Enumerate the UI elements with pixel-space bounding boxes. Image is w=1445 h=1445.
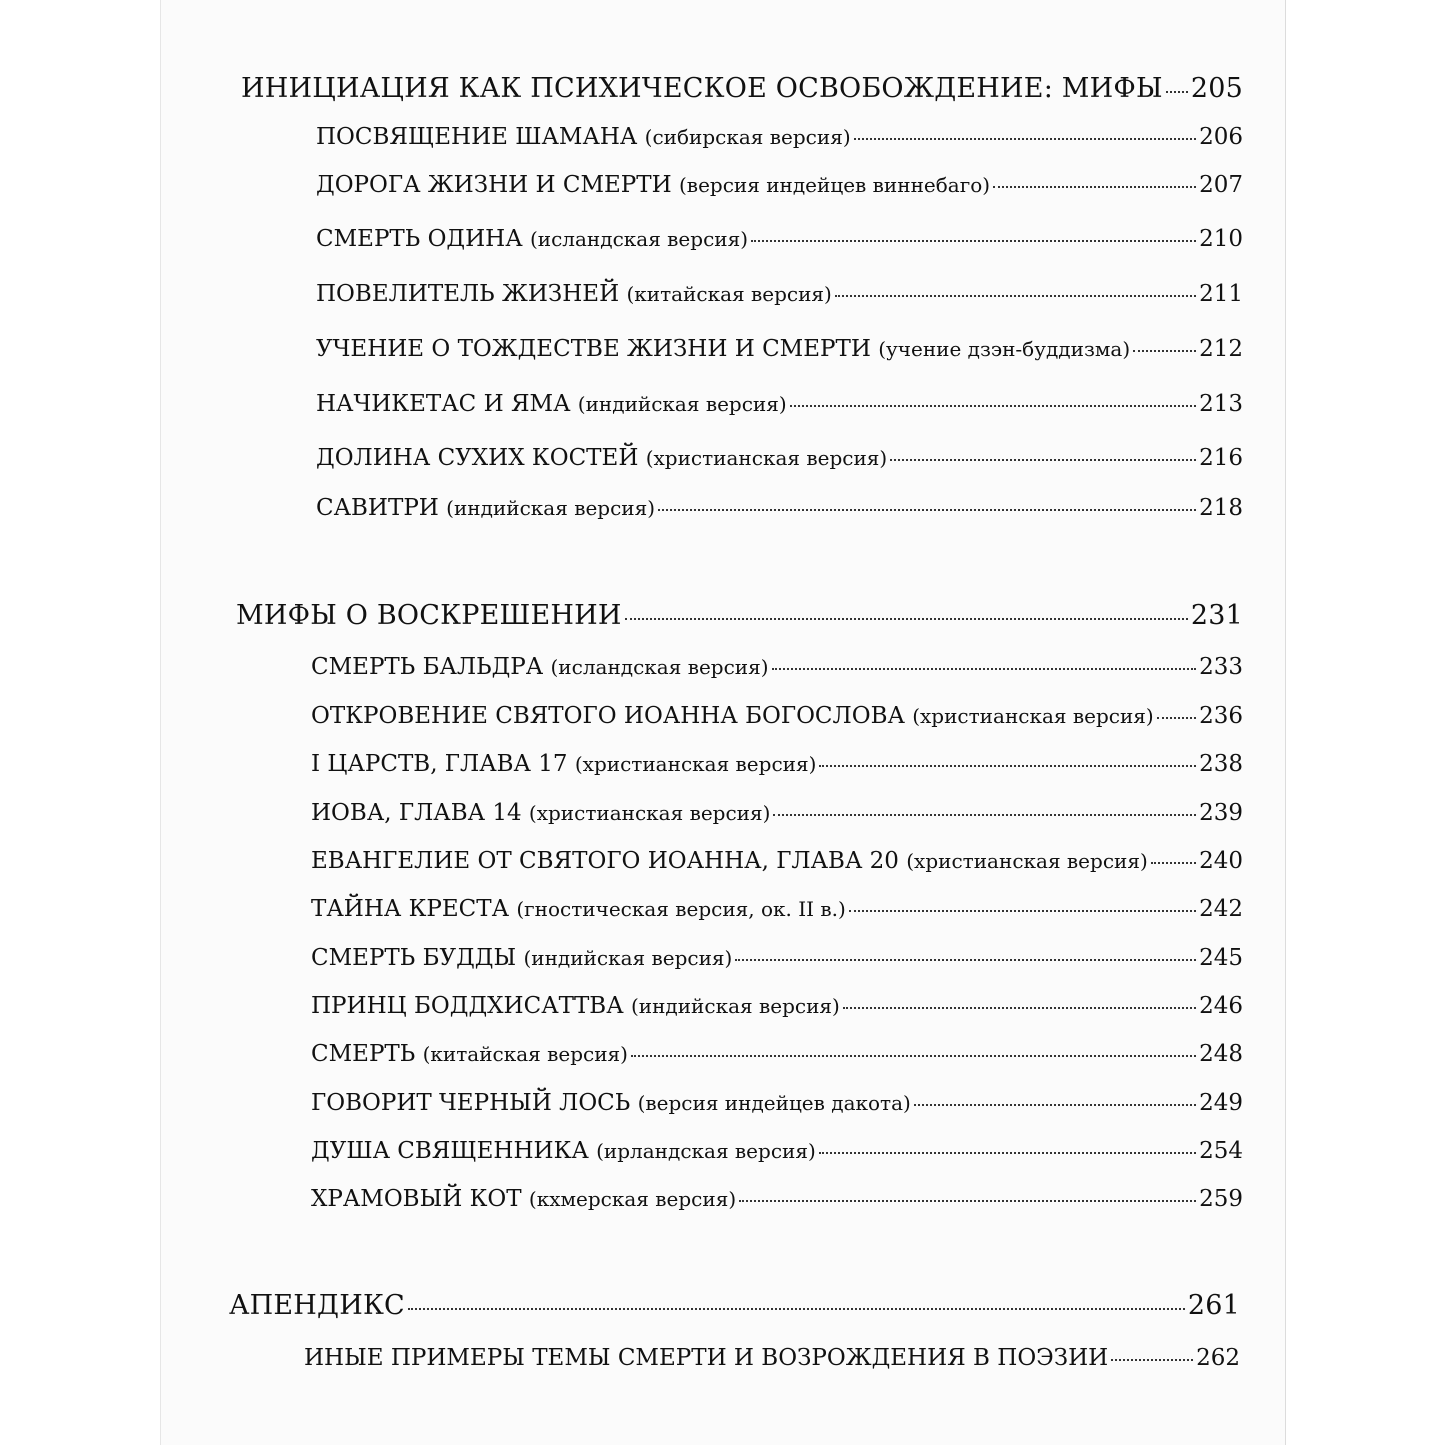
entry-title: ДОЛИНА СУХИХ КОСТЕЙ — [316, 445, 639, 471]
toc-section — [229, 1290, 1240, 1321]
entry-subtitle: (исландская версия) — [529, 227, 749, 251]
entry-title: ПОСВЯЩЕНИЕ ШАМАНА — [316, 124, 638, 150]
entry-title: ЕВАНГЕЛИЕ ОТ СВЯТОГО ИОАННА, ГЛАВА 20 — [311, 848, 899, 874]
entry-title: I ЦАРСТВ, ГЛАВА 17 — [311, 751, 568, 777]
toc-entry — [311, 1138, 1243, 1164]
toc-entry — [311, 896, 1243, 922]
entry-title: ПОВЕЛИТЕЛЬ ЖИЗНЕЙ — [316, 281, 620, 307]
dot-leader — [772, 668, 1197, 670]
entry-subtitle: (китайская версия) — [422, 1042, 628, 1066]
dot-leader — [631, 1055, 1196, 1057]
toc-entry — [316, 172, 1243, 198]
entry-page: 259 — [1199, 1186, 1243, 1212]
toc-entry — [311, 993, 1243, 1019]
toc-entry — [311, 1090, 1243, 1116]
dot-leader — [819, 765, 1196, 767]
entry-title: ОТКРОВЕНИЕ СВЯТОГО ИОАННА БОГОСЛОВА — [311, 703, 905, 729]
entry-subtitle: (исландская версия) — [550, 655, 769, 679]
toc-entry — [316, 495, 1243, 521]
dot-leader — [1111, 1359, 1193, 1361]
dot-leader — [625, 618, 1188, 620]
dot-leader — [843, 1007, 1196, 1009]
toc-entry — [316, 391, 1243, 417]
dot-leader — [993, 186, 1196, 188]
entry-title: ИОВА, ГЛАВА 14 — [311, 800, 522, 826]
toc-entry — [316, 281, 1243, 307]
entry-subtitle: (индийская версия) — [630, 994, 840, 1018]
dot-leader — [1133, 350, 1196, 352]
entry-subtitle: (гностическая версия, ок. II в.) — [516, 897, 846, 921]
entry-title: УЧЕНИЕ О ТОЖДЕСТВЕ ЖИЗНИ И СМЕРТИ — [316, 336, 871, 362]
entry-page: 211 — [1199, 281, 1243, 307]
entry-subtitle: (версия индейцев дакота) — [637, 1091, 911, 1115]
dot-leader — [773, 814, 1196, 816]
toc-entry — [316, 124, 1243, 150]
entry-subtitle: (ирландская версия) — [596, 1139, 816, 1163]
entry-page: 216 — [1199, 445, 1243, 471]
entry-page: 254 — [1199, 1138, 1243, 1164]
entry-page: 262 — [1196, 1345, 1240, 1371]
entry-subtitle: (христианская версия) — [645, 446, 888, 470]
section-page: 261 — [1187, 1290, 1240, 1321]
section-page: 231 — [1190, 600, 1243, 631]
toc-entry — [311, 703, 1243, 729]
entry-title: СМЕРТЬ — [311, 1041, 416, 1067]
entry-title: ПРИНЦ БОДДХИСАТТВА — [311, 993, 624, 1019]
entry-subtitle: (китайская версия) — [626, 282, 832, 306]
entry-page: 210 — [1199, 226, 1243, 252]
entry-subtitle: (учение дзэн-буддизма) — [878, 337, 1131, 361]
dot-leader — [890, 459, 1196, 461]
entry-title: СМЕРТЬ БУДДЫ — [311, 945, 517, 971]
toc-entry — [311, 751, 1243, 777]
entry-subtitle: (христианская версия) — [906, 849, 1148, 873]
entry-page: 207 — [1199, 172, 1243, 198]
dot-leader — [849, 910, 1196, 912]
entry-page: 246 — [1199, 993, 1243, 1019]
toc-entry — [311, 848, 1243, 874]
entry-page: 213 — [1199, 391, 1243, 417]
dot-leader — [751, 240, 1196, 242]
toc-entry — [316, 445, 1243, 471]
dot-leader — [854, 138, 1196, 140]
entry-subtitle: (индийская версия) — [446, 496, 656, 520]
entry-page: 242 — [1199, 896, 1243, 922]
entry-subtitle: (христианская версия) — [528, 801, 771, 825]
entry-page: 212 — [1199, 336, 1243, 362]
dot-leader — [819, 1152, 1196, 1154]
entry-page: 233 — [1199, 654, 1243, 680]
entry-title: СМЕРТЬ ОДИНА — [316, 226, 523, 252]
section-title: МИФЫ О ВОСКРЕШЕНИИ — [236, 600, 622, 631]
entry-page: 245 — [1199, 945, 1243, 971]
dot-leader — [735, 959, 1196, 961]
toc-section — [236, 600, 1243, 631]
section-title: ИНИЦИАЦИЯ КАК ПСИХИЧЕСКОЕ ОСВОБОЖДЕНИЕ: МИФЫ — [241, 73, 1163, 104]
toc-entry — [316, 336, 1243, 362]
entry-subtitle: (христианская версия) — [912, 704, 1154, 728]
toc-entry — [311, 1041, 1243, 1067]
entry-subtitle: (сибирская версия) — [644, 125, 851, 149]
entry-page: 248 — [1199, 1041, 1243, 1067]
entry-title: НАЧИКЕТАС И ЯМА — [316, 391, 571, 417]
entry-page: 206 — [1199, 124, 1243, 150]
dot-leader — [835, 295, 1196, 297]
section-page: 205 — [1190, 73, 1243, 104]
entry-title: СМЕРТЬ БАЛЬДРА — [311, 654, 544, 680]
section-title: АПЕНДИКС — [229, 1290, 405, 1321]
entry-page: 218 — [1199, 495, 1243, 521]
dot-leader — [408, 1308, 1185, 1310]
entry-title: САВИТРИ — [316, 495, 439, 521]
entry-subtitle: (индийская версия) — [577, 392, 787, 416]
dot-leader — [790, 405, 1196, 407]
entry-subtitle: (христианская версия) — [574, 752, 817, 776]
toc-entry — [304, 1345, 1240, 1371]
entry-page: 238 — [1199, 751, 1243, 777]
dot-leader — [1166, 91, 1188, 93]
toc-entry — [311, 800, 1243, 826]
entry-subtitle: (индийская версия) — [523, 946, 733, 970]
toc-entry — [311, 945, 1243, 971]
dot-leader — [1157, 717, 1196, 719]
entry-page: 249 — [1199, 1090, 1243, 1116]
entry-subtitle: (версия индейцев виннебаго) — [679, 173, 991, 197]
toc-section — [241, 73, 1243, 104]
entry-page: 236 — [1199, 703, 1243, 729]
book-page — [160, 0, 1286, 1445]
dot-leader — [1151, 862, 1196, 864]
entry-title: ТАЙНА КРЕСТА — [311, 896, 510, 922]
dot-leader — [914, 1104, 1196, 1106]
entry-title: ХРАМОВЫЙ КОТ — [311, 1186, 522, 1212]
toc-entry — [311, 1186, 1243, 1212]
entry-title: ГОВОРИТ ЧЕРНЫЙ ЛОСЬ — [311, 1090, 631, 1116]
entry-page: 239 — [1199, 800, 1243, 826]
entry-page: 240 — [1199, 848, 1243, 874]
entry-title: ДОРОГА ЖИЗНИ И СМЕРТИ — [316, 172, 672, 198]
entry-subtitle: (кхмерская версия) — [528, 1187, 737, 1211]
entry-title: ИНЫЕ ПРИМЕРЫ ТЕМЫ СМЕРТИ И ВОЗРОЖДЕНИЯ В ПОЭЗИИ — [304, 1345, 1109, 1371]
toc-entry — [316, 226, 1243, 252]
toc-entry — [311, 654, 1243, 680]
entry-title: ДУША СВЯЩЕННИКА — [311, 1138, 589, 1164]
dot-leader — [658, 509, 1196, 511]
dot-leader — [739, 1200, 1196, 1202]
